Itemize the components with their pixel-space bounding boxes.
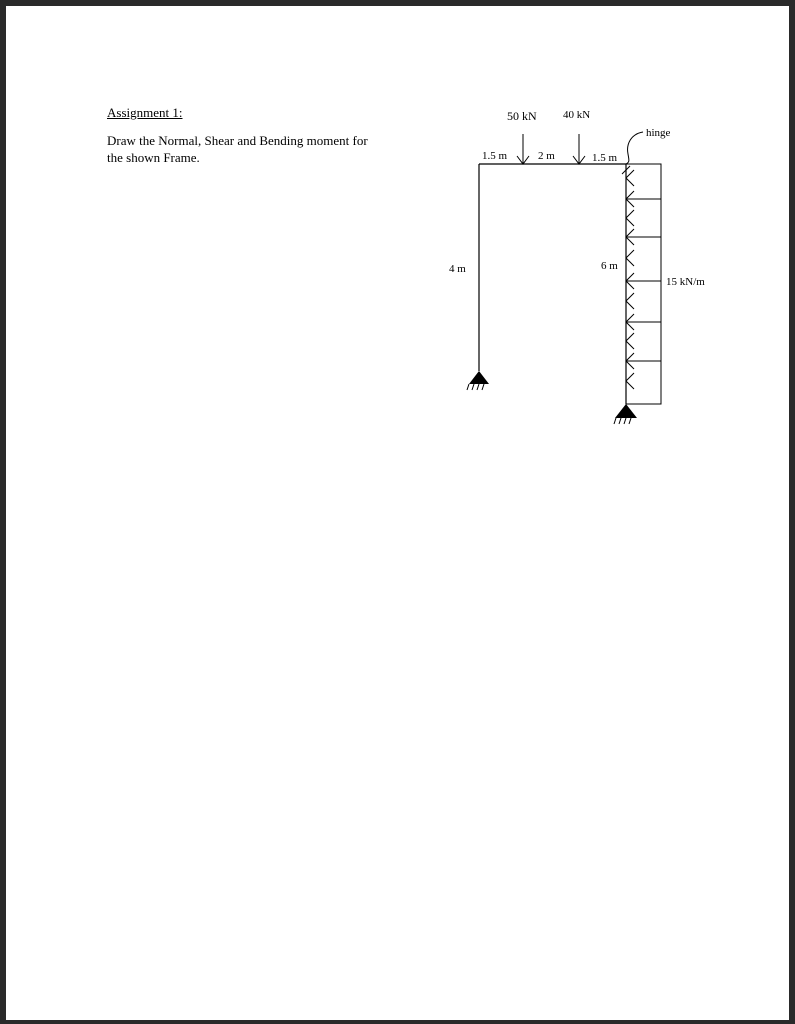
dim-mid-span: 2 m [538,150,555,162]
distributed-load-arrows [626,170,661,389]
hinge-pointer [626,132,643,164]
document-page [6,6,789,1020]
point-load-50-arrow [517,134,529,164]
instruction-line-1: Draw the Normal, Shear and Bending moment for [107,133,368,148]
hinge-label: hinge [646,127,671,139]
point-load-40-arrow [573,134,585,164]
frame-diagram [6,6,789,1020]
instruction-line-2: the shown Frame. [107,150,200,165]
distributed-load-label: 15 kN/m [666,276,705,288]
right-column-height: 6 m [601,260,618,272]
dim-left-span: 1.5 m [482,150,508,162]
distributed-load-box [626,164,661,404]
left-pin-support-icon [467,371,489,390]
load-label-50: 50 kN [507,109,537,123]
load-label-40: 40 kN [563,109,591,121]
assignment-title: Assignment 1: [107,105,183,120]
left-column-height: 4 m [449,263,466,275]
dim-right-span: 1.5 m [592,152,618,164]
right-pin-support-icon [614,404,637,424]
